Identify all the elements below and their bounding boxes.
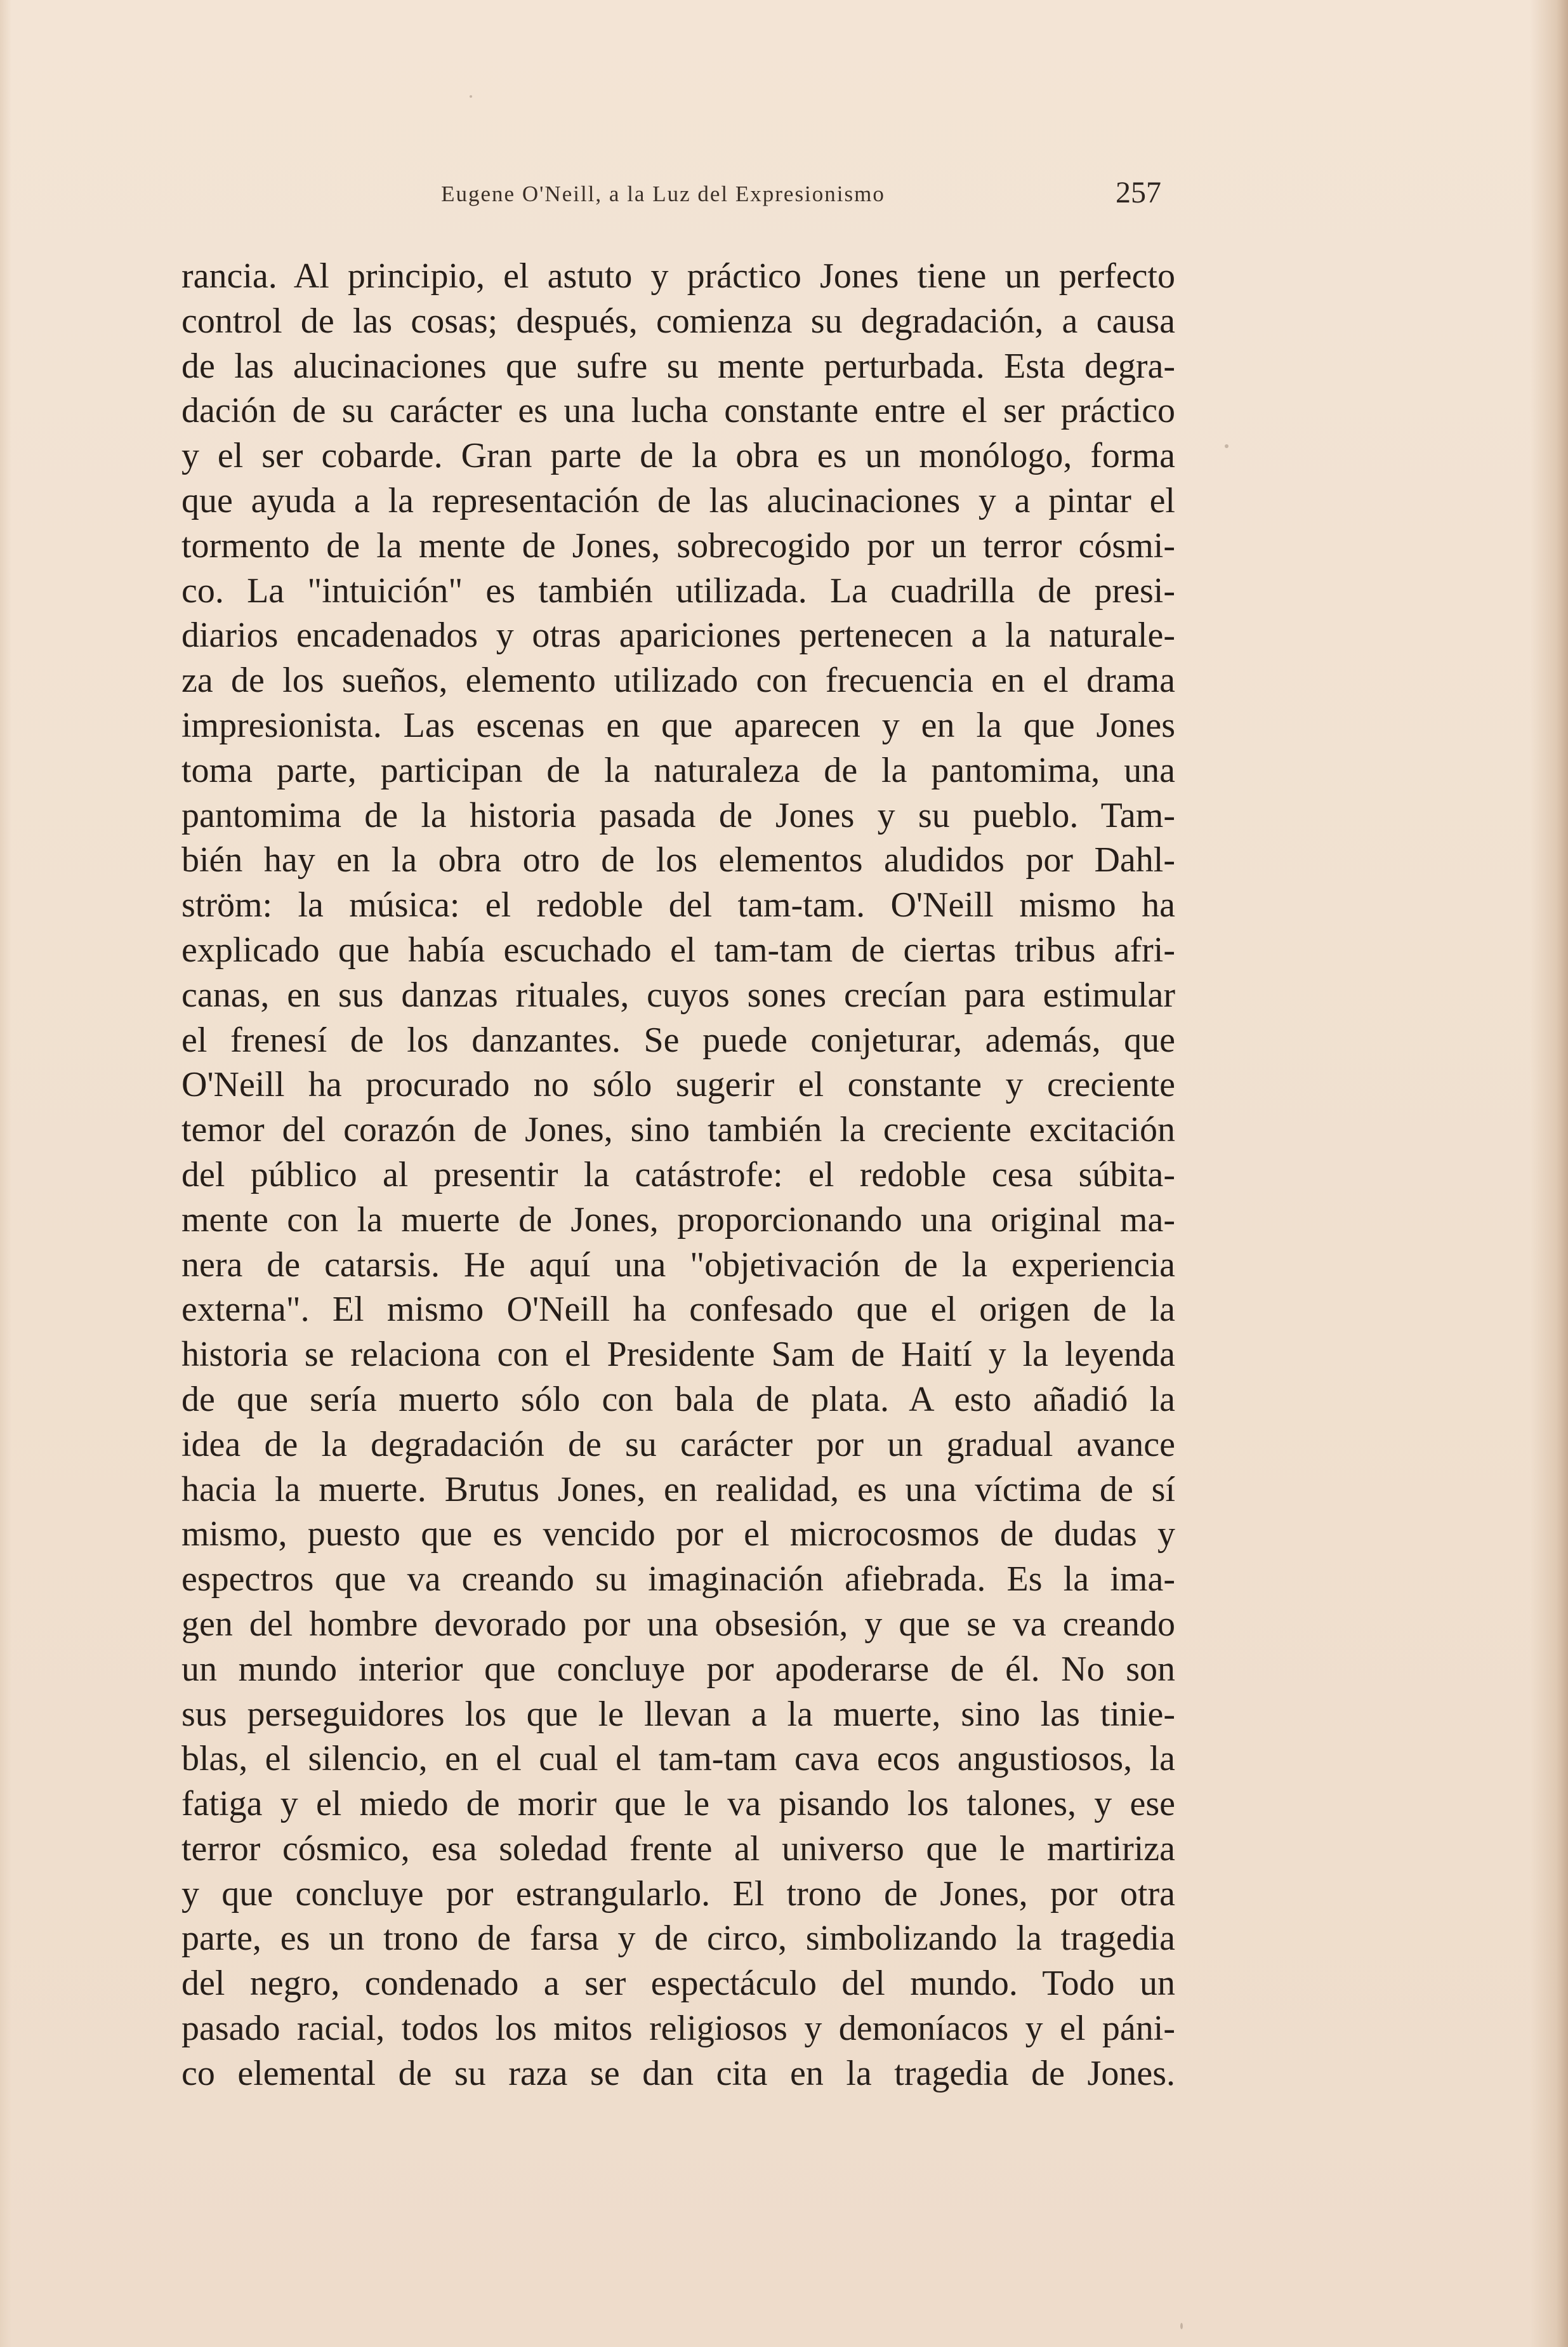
text-line: temor del corazón de Jones, sino también la creciente excitación (181, 1110, 1175, 1150)
text-line: un mundo interior que concluye por apoderarse de él. No son (181, 1649, 1175, 1689)
body-text (181, 254, 1175, 2096)
running-head: Eugene O'Neill, a la Luz del Expresionismo (441, 182, 885, 206)
text-line: externa". El mismo O'Neill ha confesado que el origen de la (181, 1290, 1175, 1330)
text-line: y el ser cobarde. Gran parte de la obra es un monólogo, forma (181, 436, 1175, 476)
text-line: mente con la muerte de Jones, proporcionando una original ma- (181, 1200, 1175, 1240)
text-line: pasado racial, todos los mitos religiosos y demoníacos y el páni- (181, 2009, 1175, 2049)
text-line: fatiga y el miedo de morir que le va pisando los talones, y ese (181, 1784, 1175, 1824)
text-line: diarios encadenados y otras apariciones pertenecen a la naturale- (181, 616, 1175, 656)
text-line: blas, el silencio, en el cual el tam-tam cava ecos angustiosos, la (181, 1739, 1175, 1779)
text-line: de que sería muerto sólo con bala de plata. A esto añadió la (181, 1379, 1175, 1419)
text-line: parte, es un trono de farsa y de circo, simbolizando la tragedia (181, 1919, 1175, 1959)
text-line: pantomima de la historia pasada de Jones y su pueblo. Tam- (181, 795, 1175, 835)
text-line: ström: la música: el redoble del tam-tam. O'Neill mismo ha (181, 885, 1175, 925)
text-line: y que concluye por estrangularlo. El trono de Jones, por otra (181, 1874, 1175, 1914)
text-line: gen del hombre devorado por una obsesión, y que se va creando (181, 1604, 1175, 1644)
text-line: toma parte, participan de la naturaleza de la pantomima, una (181, 750, 1175, 790)
text-line: hacia la muerte. Brutus Jones, en realidad, es una víctima de sí (181, 1469, 1175, 1509)
text-line: explicado que había escuchado el tam-tam de ciertas tribus afri- (181, 930, 1175, 970)
text-line: que ayuda a la representación de las alucinaciones y a pintar el (181, 480, 1175, 520)
text-line: de las alucinaciones que sufre su mente perturbada. Esta degra- (181, 346, 1175, 386)
text-line: terror cósmico, esa soledad frente al universo que le martiriza (181, 1828, 1175, 1868)
text-line: nera de catarsis. He aquí una "objetivación de la experiencia (181, 1245, 1175, 1285)
text-line: dación de su carácter es una lucha constante entre el ser práctico (181, 391, 1175, 431)
text-line: canas, en sus danzas rituales, cuyos sones crecían para estimular (181, 975, 1175, 1015)
page-left-edge-shading (0, 0, 11, 2347)
text-line: control de las cosas; después, comienza su degradación, a causa (181, 301, 1175, 341)
text-line: del público al presentir la catástrofe: el redoble cesa súbita- (181, 1154, 1175, 1194)
text-line: idea de la degradación de su carácter por un gradual avance (181, 1424, 1175, 1464)
text-line: za de los sueños, elemento utilizado con frecuencia en el drama (181, 661, 1175, 701)
text-line: el frenesí de los danzantes. Se puede conjeturar, además, que (181, 1020, 1175, 1060)
paper-speck (1225, 444, 1229, 448)
text-line: co elemental de su raza se dan cita en la tragedia de Jones. (181, 2053, 1175, 2093)
text-line: espectros que va creando su imaginación afiebrada. Es la ima- (181, 1559, 1175, 1599)
text-line: co. La "intuición" es también utilizada. La cuadrilla de presi- (181, 571, 1175, 611)
page-number: 257 (1116, 176, 1161, 209)
text-line: impresionista. Las escenas en que aparecen y en la que Jones (181, 705, 1175, 745)
paper-speck (1180, 2323, 1183, 2329)
text-line: mismo, puesto que es vencido por el microcosmos de dudas y (181, 1514, 1175, 1554)
text-line: bién hay en la obra otro de los elementos aludidos por Dahl- (181, 840, 1175, 880)
text-line: rancia. Al principio, el astuto y práctico Jones tiene un perfecto (181, 256, 1175, 296)
text-line: sus perseguidores los que le llevan a la muerte, sino las tinie- (181, 1694, 1175, 1734)
text-line: tormento de la mente de Jones, sobrecogido por un terror cósmi- (181, 526, 1175, 565)
text-line: O'Neill ha procurado no sólo sugerir el constante y creciente (181, 1065, 1175, 1105)
text-line: historia se relaciona con el Presidente Sam de Haití y la leyenda (181, 1335, 1175, 1375)
page-right-edge-shading (1530, 0, 1568, 2347)
text-line: del negro, condenado a ser espectáculo del mundo. Todo un (181, 1964, 1175, 2004)
paper-speck (470, 95, 472, 98)
